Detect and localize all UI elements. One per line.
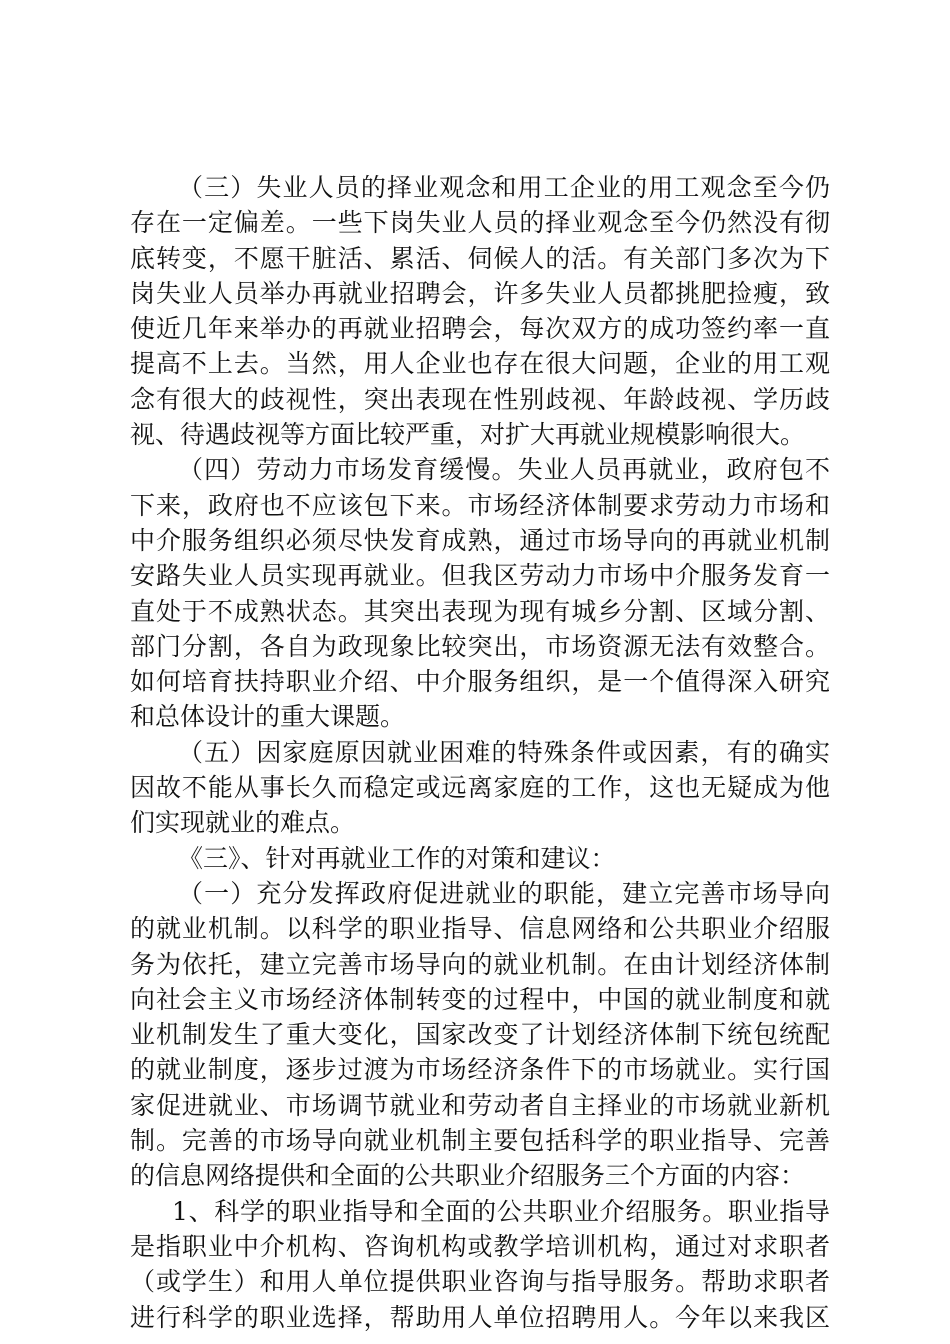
- text-line: 是指职业中介机构、咨询机构或教学培训机构，通过对求职者: [130, 1231, 830, 1261]
- text-line: 岗失业人员举办再就业招聘会，许多失业人员都挑肥捡瘦，致: [130, 278, 830, 308]
- text-line: 务为依托，建立完善市场导向的就业机制。在由计划经济体制: [130, 949, 830, 979]
- text-line: （四）劳动力市场发育缓慢。失业人员再就业，政府包不: [178, 455, 830, 485]
- text-line: 进行科学的职业选择，帮助用人单位招聘用人。今年以来我区: [130, 1302, 830, 1332]
- text-line: 们实现就业的难点。: [130, 808, 356, 838]
- text-line: 的就业制度，逐步过渡为市场经济条件下的市场就业。实行国: [130, 1055, 830, 1085]
- text-line: 安路失业人员实现再就业。但我区劳动力市场中介服务发育一: [130, 561, 830, 591]
- text-line: 如何培育扶持职业介绍、中介服务组织，是一个值得深入研究: [130, 667, 830, 697]
- text-line: 直处于不成熟状态。其突出表现为现有城乡分割、区域分割、: [130, 596, 830, 626]
- text-line: 视、待遇歧视等方面比较严重，对扩大再就业规模影响很大。: [130, 420, 806, 450]
- text-line: （一）充分发挥政府促进就业的职能，建立完善市场导向: [178, 878, 830, 908]
- text-line: 底转变，不愿干脏活、累活、伺候人的活。有关部门多次为下: [130, 243, 830, 273]
- text-line: 1、科学的职业指导和全面的公共职业介绍服务。职业指导: [172, 1196, 830, 1226]
- text-line: 《三》、针对再就业工作的对策和建议：: [178, 843, 616, 873]
- text-line: 存在一定偏差。一些下岗失业人员的择业观念至今仍然没有彻: [130, 208, 830, 238]
- text-line: 使近几年来举办的再就业招聘会，每次双方的成功签约率一直: [130, 314, 830, 344]
- text-line: 制。完善的市场导向就业机制主要包括科学的职业指导、完善: [130, 1126, 830, 1156]
- text-line: 部门分割，各自为政现象比较突出，市场资源无法有效整合。: [130, 631, 830, 661]
- text-line: 念有很大的歧视性，突出表现在性别歧视、年龄歧视、学历歧: [130, 384, 830, 414]
- text-line: 因故不能从事长久而稳定或远离家庭的工作，这也无疑成为他: [130, 773, 830, 803]
- text-line: （三）失业人员的择业观念和用工企业的用工观念至今仍: [178, 173, 830, 202]
- text-line: 提高不上去。当然，用人企业也存在很大问题，企业的用工观: [130, 349, 830, 379]
- text-line: 和总体设计的重大课题。: [130, 702, 406, 732]
- text-line: （或学生）和用人单位提供职业咨询与指导服务。帮助求职者: [130, 1267, 830, 1297]
- text-line: 家促进就业、市场调节就业和劳动者自主择业的市场就业新机: [130, 1090, 830, 1120]
- text-line: 中介服务组织必须尽快发育成熟，通过市场导向的再就业机制: [130, 525, 830, 555]
- text-line: 业机制发生了重大变化，国家改变了计划经济体制下统包统配: [130, 1020, 830, 1050]
- text-line: 下来，政府也不应该包下来。市场经济体制要求劳动力市场和: [130, 490, 830, 520]
- text-line: 的信息网络提供和全面的公共职业介绍服务三个方面的内容：: [130, 1161, 806, 1191]
- document-body: [130, 170, 830, 1335]
- text-line: 的就业机制。以科学的职业指导、信息网络和公共职业介绍服: [130, 914, 830, 944]
- text-line: （五）因家庭原因就业困难的特殊条件或因素，有的确实: [178, 737, 830, 767]
- text-line: 向社会主义市场经济体制转变的过程中，中国的就业制度和就: [130, 984, 830, 1014]
